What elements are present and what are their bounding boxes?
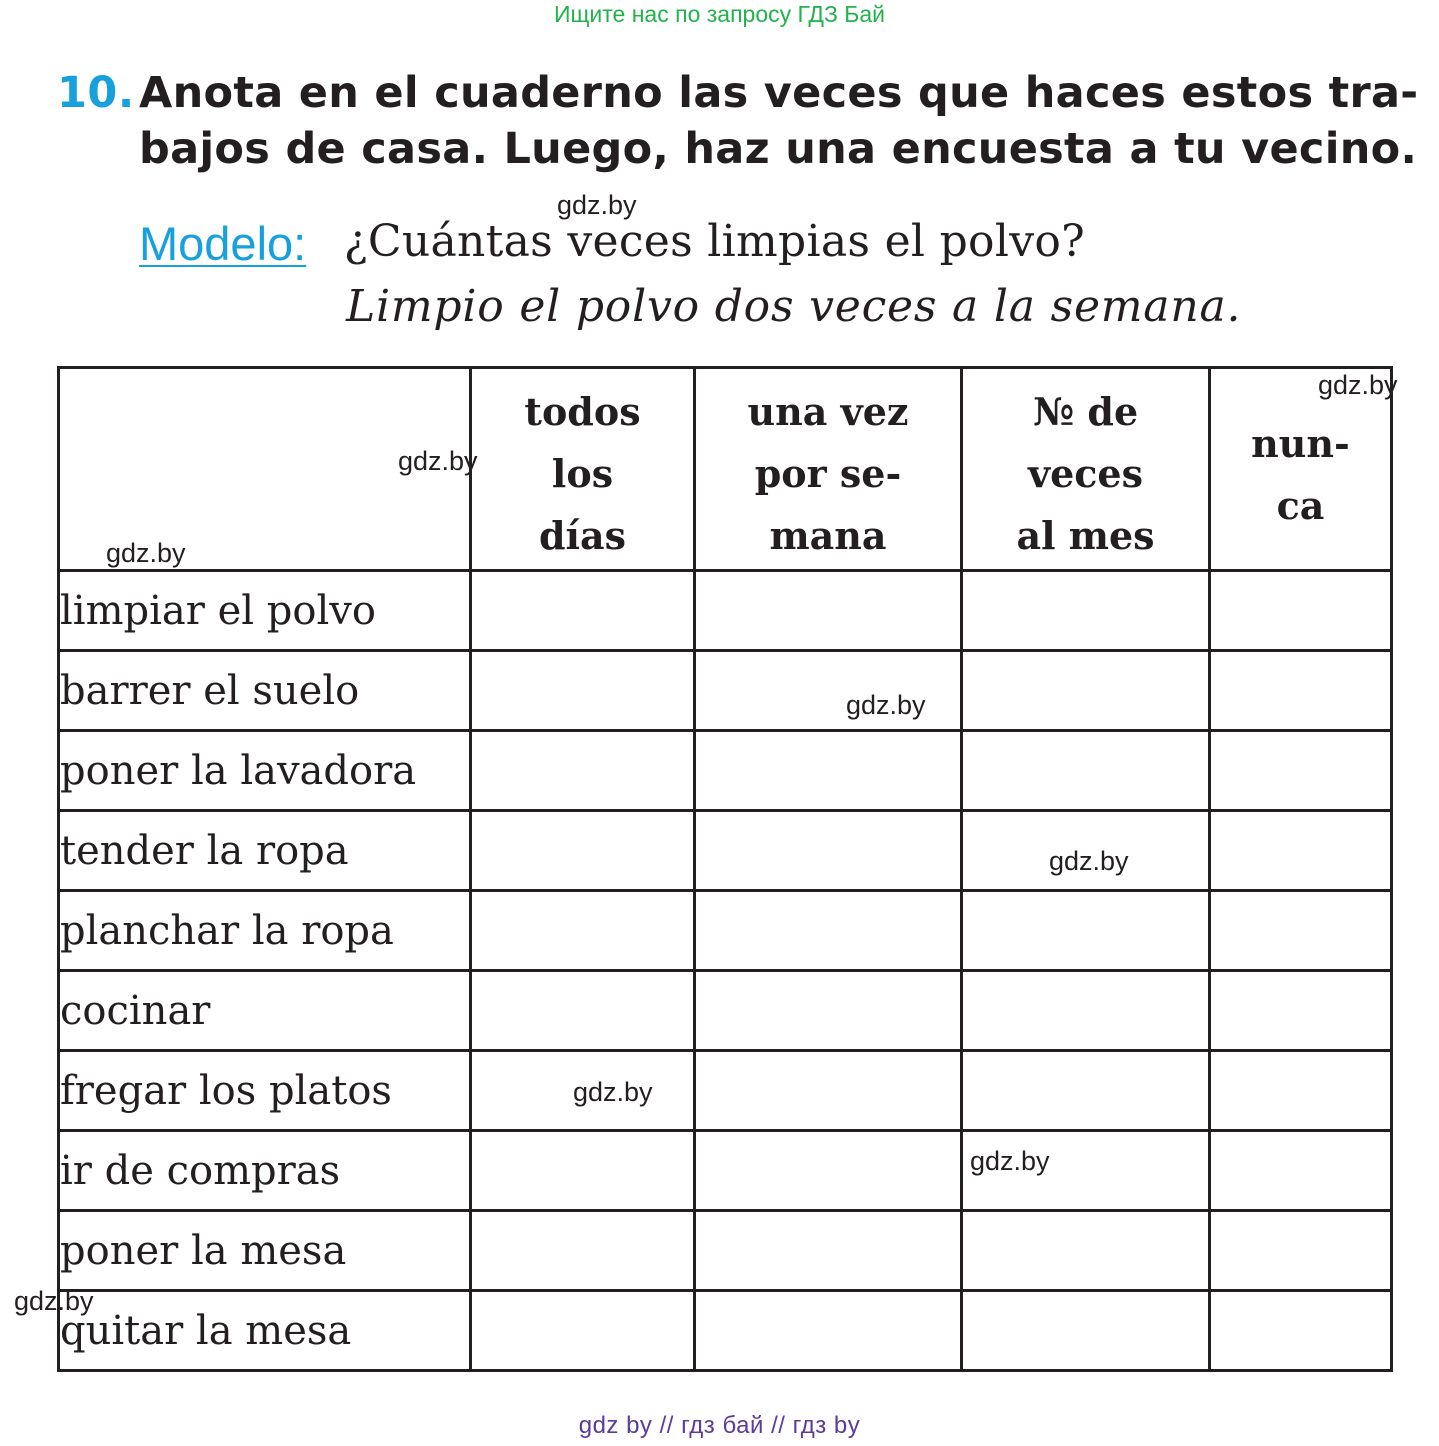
header-text-line: una vez xyxy=(747,389,909,434)
chore-label: ir de compras xyxy=(59,1131,471,1211)
watermark: gdz.by xyxy=(1049,846,1129,876)
answer-cell xyxy=(962,1051,1210,1131)
table-header-row xyxy=(59,368,1392,571)
chore-label: cocinar xyxy=(59,971,471,1051)
answer-cell xyxy=(1210,891,1392,971)
chore-label: poner la lavadora xyxy=(59,731,471,811)
answer-cell xyxy=(1210,731,1392,811)
answer-cell xyxy=(1210,811,1392,891)
answer-cell xyxy=(962,1291,1210,1371)
answer-cell xyxy=(1210,1211,1392,1291)
header-text-line: por se- xyxy=(754,451,902,496)
watermark: gdz.by xyxy=(1318,370,1398,400)
table-row xyxy=(59,1211,1392,1291)
chore-label: fregar los platos xyxy=(59,1051,471,1131)
answer-cell xyxy=(1210,971,1392,1051)
table-row xyxy=(59,1051,1392,1131)
watermark: gdz.by xyxy=(14,1286,94,1316)
answer-cell xyxy=(695,1211,962,1291)
answer-cell xyxy=(471,891,695,971)
chores-table xyxy=(57,366,1393,1372)
header-text-line: № de xyxy=(1032,389,1139,434)
answer-cell xyxy=(471,571,695,651)
table-row xyxy=(59,891,1392,971)
answer-cell xyxy=(962,1211,1210,1291)
chore-label: quitar la mesa xyxy=(59,1291,471,1371)
table-row xyxy=(59,1291,1392,1371)
answer-cell xyxy=(962,891,1210,971)
chore-label: barrer el suelo xyxy=(59,651,471,731)
answer-cell xyxy=(695,1051,962,1131)
answer-cell xyxy=(695,571,962,651)
header-times-per-month xyxy=(962,368,1210,571)
watermark: gdz.by xyxy=(398,446,478,476)
model-label: Modelo: xyxy=(139,217,307,270)
answer-cell xyxy=(471,971,695,1051)
table-row xyxy=(59,971,1392,1051)
header-text-line: nun- xyxy=(1251,421,1350,466)
answer-cell xyxy=(1210,1291,1392,1371)
table-row xyxy=(59,1131,1392,1211)
answer-cell xyxy=(695,811,962,891)
table-row xyxy=(59,731,1392,811)
answer-cell xyxy=(471,1291,695,1371)
answer-cell xyxy=(695,1291,962,1371)
answer-cell xyxy=(695,731,962,811)
exercise-instruction-line-1: Anota en el cuaderno las veces que haces estos tra- xyxy=(139,68,1419,118)
chore-label: planchar la ropa xyxy=(59,891,471,971)
watermark: gdz.by xyxy=(970,1146,1050,1176)
header-text-line: todos xyxy=(524,389,641,434)
header-text-line: veces xyxy=(1028,451,1143,496)
answer-cell xyxy=(1210,1051,1392,1131)
answer-cell xyxy=(471,1131,695,1211)
table-row xyxy=(59,651,1392,731)
header-text-line: al mes xyxy=(1016,513,1155,558)
answer-cell xyxy=(962,651,1210,731)
header-text-line: los xyxy=(551,451,614,496)
header-text-line: mana xyxy=(769,513,887,558)
answer-cell xyxy=(471,731,695,811)
header-text-line: días xyxy=(538,513,627,558)
answer-cell xyxy=(962,571,1210,651)
exercise-instruction-line-2: bajos de casa. Luego, haz una encuesta a tu vecino. xyxy=(139,124,1418,174)
answer-cell xyxy=(695,971,962,1051)
exercise-number: 10. xyxy=(57,68,135,118)
answer-cell xyxy=(471,811,695,891)
answer-cell xyxy=(471,651,695,731)
watermark: gdz.by xyxy=(573,1077,653,1107)
watermark: gdz.by xyxy=(846,690,926,720)
model-answer: Limpio el polvo dos veces a la semana. xyxy=(346,281,1242,332)
table-row xyxy=(59,811,1392,891)
table-row xyxy=(59,571,1392,651)
answer-cell xyxy=(1210,651,1392,731)
answer-cell xyxy=(695,891,962,971)
watermark: gdz.by xyxy=(106,538,186,568)
model-question: ¿Cuántas veces limpias el polvo? xyxy=(344,216,1086,267)
header-text-line: ca xyxy=(1276,483,1325,528)
answer-cell xyxy=(962,731,1210,811)
answer-cell xyxy=(1210,1131,1392,1211)
chore-label: tender la ropa xyxy=(59,811,471,891)
answer-cell xyxy=(471,1211,695,1291)
footer-links: gdz by // гдз бай // гдз by xyxy=(578,1412,861,1439)
answer-cell xyxy=(962,971,1210,1051)
chore-label: limpiar el polvo xyxy=(59,571,471,651)
chore-label: poner la mesa xyxy=(59,1211,471,1291)
header-every-day xyxy=(471,368,695,571)
watermark: gdz.by xyxy=(557,190,637,220)
answer-cell xyxy=(1210,571,1392,651)
header-once-a-week xyxy=(695,368,962,571)
top-banner: Ищите нас по запросу ГДЗ Бай xyxy=(553,1,886,27)
answer-cell xyxy=(695,1131,962,1211)
